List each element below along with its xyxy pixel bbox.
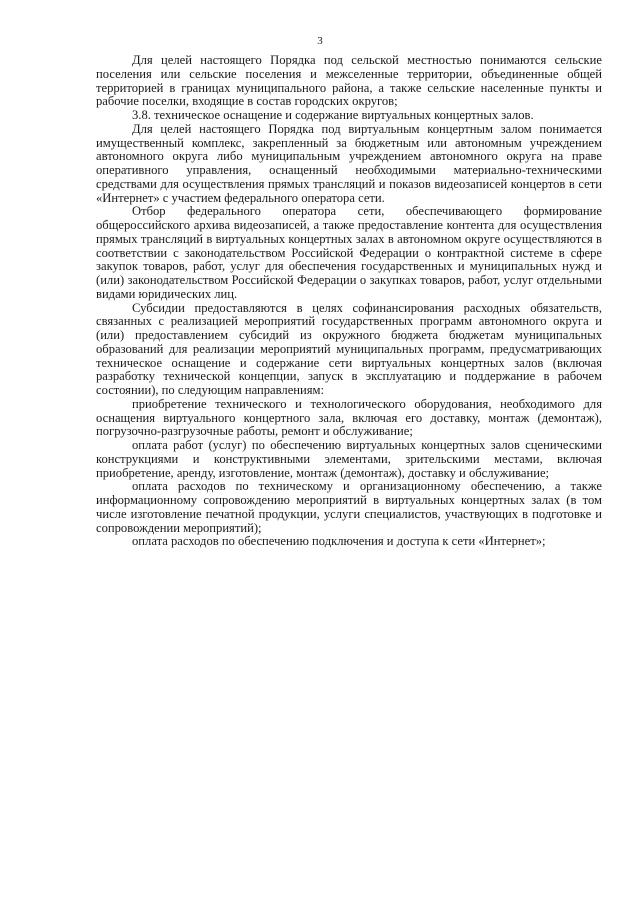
- paragraph-direction-internet: оплата расходов по обеспечению подключения и доступа к сети «Интернет»;: [132, 534, 546, 549]
- document-body: [96, 54, 602, 549]
- paragraph-rural-definition: Для целей настоящего Порядка под сельской местностью понимаются сельские поселения или сельские поселения и межселенные территории, объединенные общей территорией в границах муниципального района, а также сельские населенные пункты и рабочие поселки, входящие в состав городских округов;: [96, 53, 602, 109]
- paragraph-direction-equipment: приобретение технического и технологического оборудования, необходимого для оснащения виртуального концертного зала, включая его доставку, монтаж (демонтаж), погрузочно-разгрузочные работы, ремонт и обслуживание;: [96, 396, 602, 439]
- paragraph-operator-selection: Отбор федерального оператора сети, обеспечивающего формирование общероссийского архива видеозаписей, а также предоставление контента для осуществления прямых трансляций в виртуальных концертных залах в автономном округе осуществляются в соответствии с законодательством Российской Федерации о контрактной системе в сфере закупок товаров, работ, услуг для обеспечения государственных и муниципальных нужд и (или) законодательством Российской Федерации о закупках товаров, работ, услуг отдельными видами юридических лиц.: [96, 204, 602, 301]
- paragraph-virtual-hall-definition: Для целей настоящего Порядка под виртуальным концертным залом понимается имущественный комплекс, закрепленный за бюджетным или автономным учреждением автономного округа либо муниципальным учреждением автономного округа на праве оперативного управления, оснащенный необходимыми материально-техническими средствами для осуществления прямых трансляций и показов видеозаписей концертов в сети «Интернет» с участием федерального оператора сети.: [96, 121, 602, 205]
- paragraph-item-3-8: 3.8. техническое оснащение и содержание виртуальных концертных залов.: [132, 108, 534, 122]
- paragraph-direction-support: оплата расходов по техническому и организационному обеспечению, а также информационному сопровождению мероприятий в виртуальных концертных залах (в том числе изготовление печатной продукции, услуги специалистов, участвующих в подготовке и сопровождении мероприятий);: [96, 479, 602, 535]
- page-number: 3: [317, 35, 323, 47]
- paragraph-subsidy-purpose: Субсидии предоставляются в целях софинансирования расходных обязательств, связанных с реализацией мероприятий государственных программ автономного округа и (или) предоставлением субсидий из окружного бюджета бюджетам муниципальных образований для реализации мероприятий муниципальных программ, предусматривающих техническое оснащение и содержание сети виртуальных концертных залов (включая разработку технической концепции, запуск в эксплуатацию и поддержание в рабочем состоянии), по следующим направлениям:: [96, 300, 602, 397]
- paragraph-direction-stage: оплата работ (услуг) по обеспечению виртуальных концертных залов сценическими конструкциями и конструктивными элементами, зрительскими местами, включая приобретение, аренду, изготовление, монтаж (демонтаж), доставку и обслуживание;: [96, 438, 602, 480]
